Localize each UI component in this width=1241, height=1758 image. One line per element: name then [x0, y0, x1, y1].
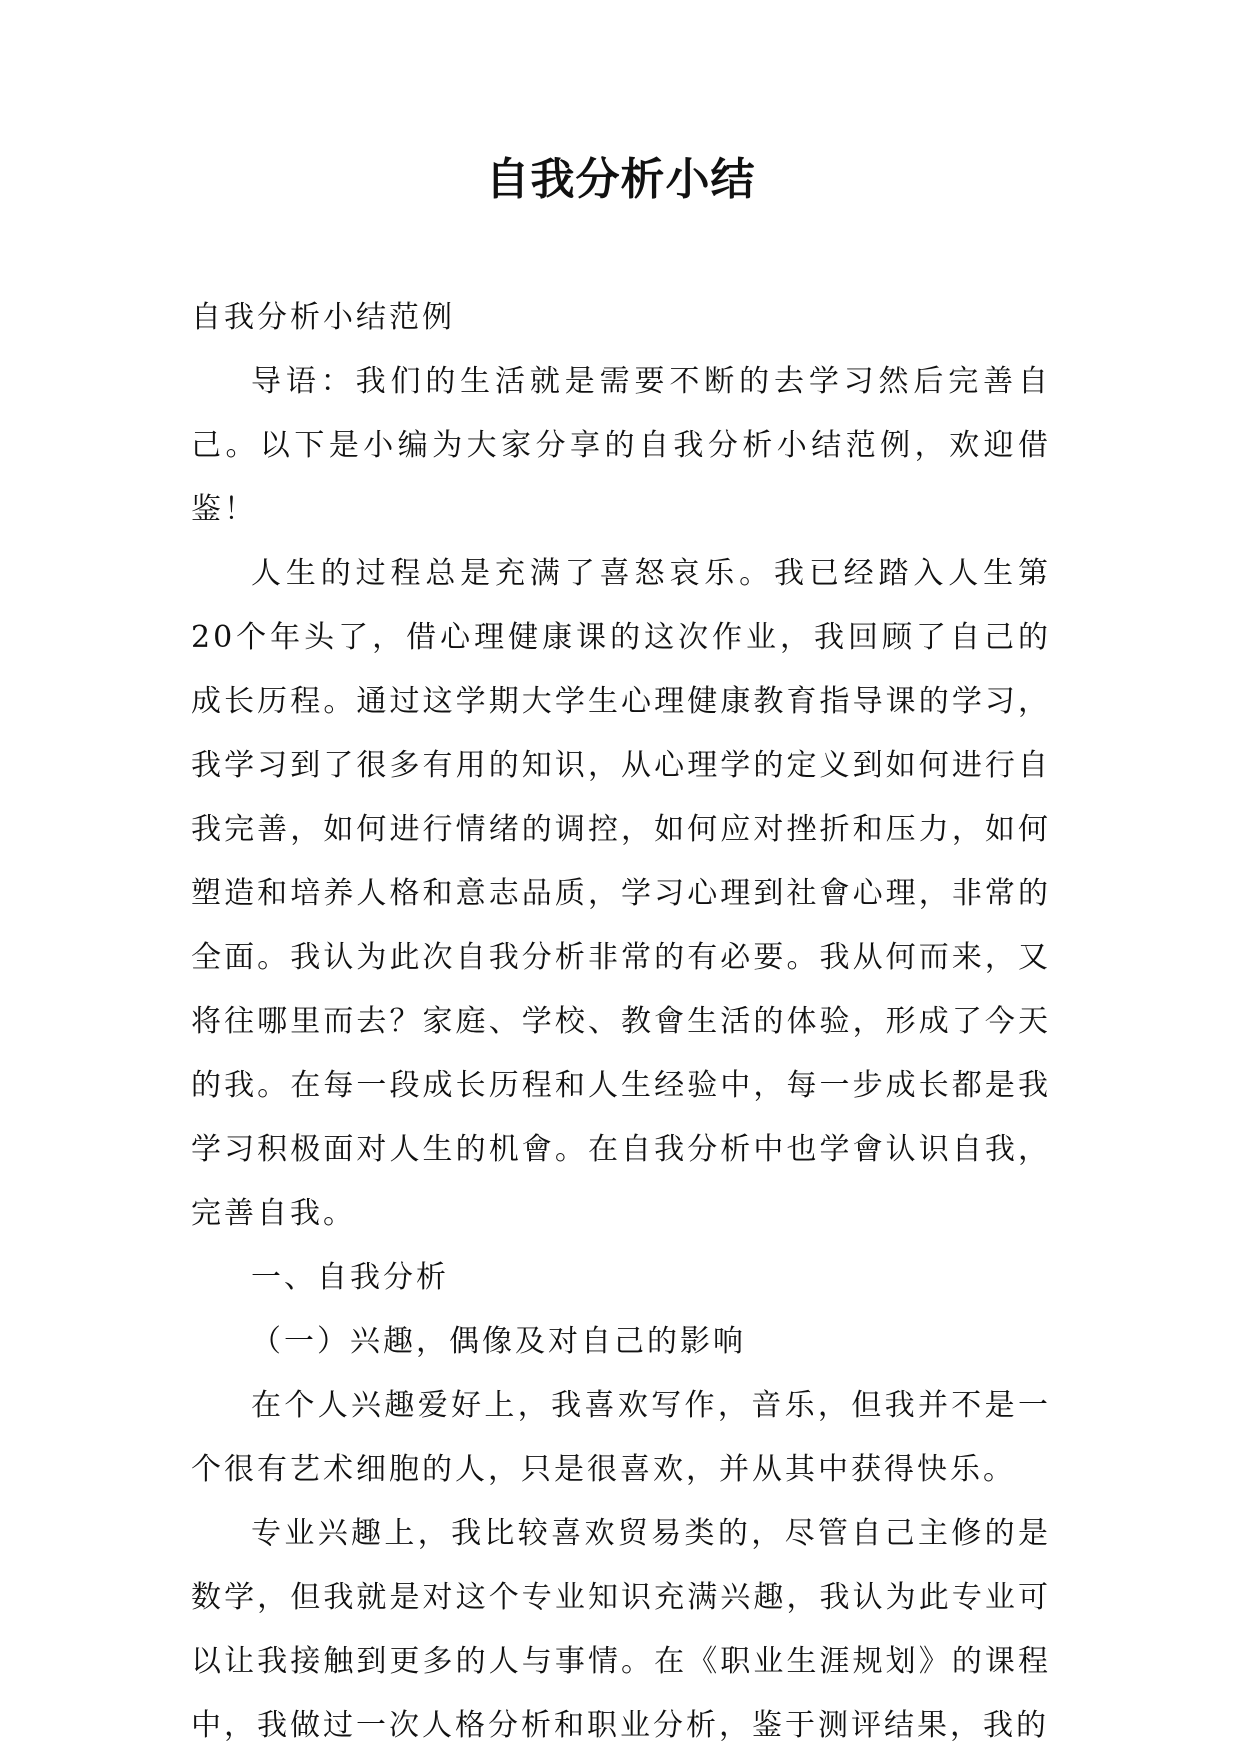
paragraph-intro: 导语：我们的生活就是需要不断的去学习然后完善自己。以下是小编为大家分享的自我分析小结范例，欢迎借鉴！ [191, 364, 1051, 527]
subsection-heading-interests: （一）兴趣，偶像及对自己的影响 [251, 1324, 746, 1359]
paragraph-professional-interests: 专业兴趣上，我比较喜欢贸易类的，尽管自己主修的是数学，但我就是对这个专业知识充满兴趣，我认为此专业可以让我接触到更多的人与事情。在《职业生涯规划》的课程中，我做过一次人格分析和职业分析，鉴于测评结果，我的 [191, 1516, 1051, 1743]
paragraph-subtitle: 自我分析小结范例 [191, 300, 455, 335]
paragraph-life-process: 人生的过程总是充满了喜怒哀乐。我已经踏入人生第20个年头了，借心理健康课的这次作业，我回顾了自己的成长历程。通过这学期大学生心理健康教育指导课的学习，我学习到了很多有用的知识，从心理学的定义到如何进行自我完善，如何进行情绪的调控，如何应对挫折和压力，如何塑造和培养人格和意志品质，学习心理到社會心理，非常的全面。我认为此次自我分析非常的有必要。我从何而来，又将往哪里而去？家庭、学校、教會生活的体验，形成了今天的我。在每一段成长历程和人生经验中，每一步成长都是我学习积极面对人生的机會。在自我分析中也学會认识自我，完善自我。 [191, 556, 1051, 1231]
section-heading-self-analysis: 一、自我分析 [251, 1260, 449, 1295]
paragraph-personal-interests: 在个人兴趣爱好上，我喜欢写作，音乐，但我并不是一个很有艺术细胞的人，只是很喜欢，并从其中获得快乐。 [191, 1388, 1051, 1487]
document-title: 自我分析小结 [485, 154, 756, 205]
document-body [191, 286, 1051, 1758]
